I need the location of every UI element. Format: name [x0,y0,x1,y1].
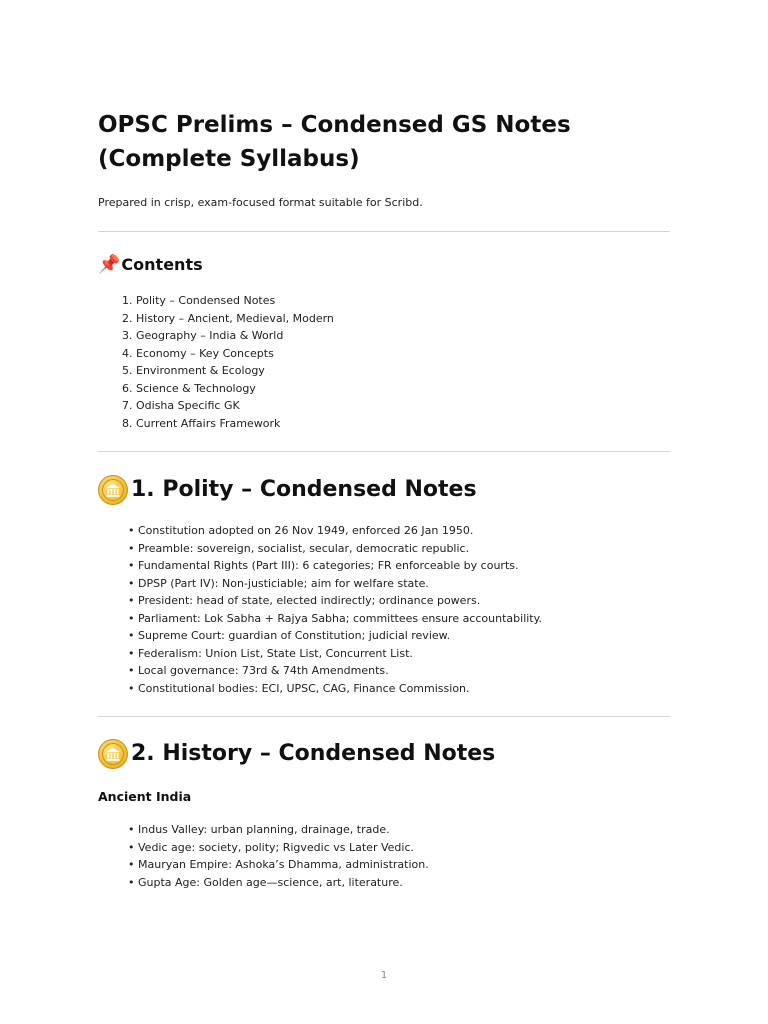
divider [98,716,670,717]
list-item: • Preamble: sovereign, socialist, secular, democratic republic. [128,540,542,558]
history-notes-list [128,821,429,891]
page-number: 1 [380,970,388,981]
list-item: • Constitutional bodies: ECI, UPSC, CAG, Finance Commission. [128,680,542,698]
list-item: • Indus Valley: urban planning, drainage, trade. [128,821,429,839]
document-title: OPSC Prelims – Condensed GS Notes (Complete Syllabus) [98,112,571,172]
classical-building-coin-icon [98,475,128,505]
contents-heading [98,252,203,278]
list-item: • Parliament: Lok Sabha + Rajya Sabha; committees ensure accountability. [128,610,542,628]
toc-item[interactable]: 7. Odisha Specific GK [122,399,240,412]
divider [98,231,670,232]
list-item: • Constitution adopted on 26 Nov 1949, enforced 26 Jan 1950. [128,522,542,540]
list-item: • Supreme Court: guardian of Constitution; judicial review. [128,627,542,645]
toc-item[interactable]: 5. Environment & Ecology [122,364,265,377]
toc-item[interactable]: 1. Polity – Condensed Notes [122,294,276,307]
list-item: • Fundamental Rights (Part III): 6 categories; FR enforceable by courts. [128,557,542,575]
polity-heading-text: 1. Polity – Condensed Notes [131,477,477,502]
list-item: • Gupta Age: Golden age—science, art, literature. [128,874,429,892]
classical-building-coin-icon [98,739,128,769]
ancient-india-subheading: Ancient India [98,789,192,804]
document-subtitle: Prepared in crisp, exam-focused format suitable for Scribd. [98,196,423,209]
list-item: • Vedic age: society, polity; Rigvedic vs Later Vedic. [128,839,429,857]
toc-item[interactable]: 8. Current Affairs Framework [122,416,281,430]
polity-heading [98,473,477,507]
polity-notes-list [128,522,542,697]
table-of-contents [122,292,334,432]
toc-item[interactable]: 4. Economy – Key Concepts [122,346,274,360]
list-item: • DPSP (Part IV): Non-justiciable; aim for welfare state. [128,575,542,593]
list-item: • Federalism: Union List, State List, Concurrent List. [128,645,542,663]
contents-heading-text: Contents [121,255,203,274]
divider [98,451,670,452]
history-heading-text: 2. History – Condensed Notes [131,741,496,766]
list-item: • President: head of state, elected indirectly; ordinance powers. [128,592,542,610]
toc-item[interactable]: 3. Geography – India & World [122,329,284,342]
history-heading [98,737,495,771]
list-item: • Mauryan Empire: Ashoka’s Dhamma, administration. [128,856,429,874]
toc-item[interactable]: 2. History – Ancient, Medieval, Modern [122,311,334,325]
toc-item[interactable]: 6. Science & Technology [122,381,256,395]
list-item: • Local governance: 73rd & 74th Amendments. [128,662,542,680]
pushpin-icon: 📌 [98,254,121,275]
